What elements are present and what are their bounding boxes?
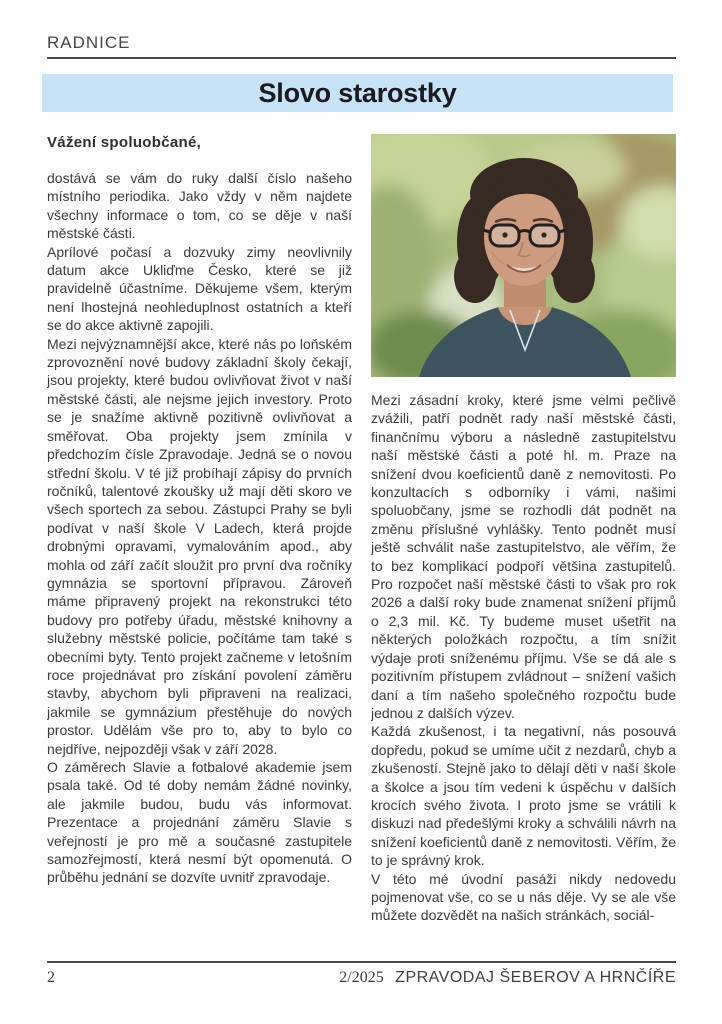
- article-paragraph: dostává se vám do ruky další číslo našeho místního periodika. Jako vždy v něm najdete všechny informace o tom, co se děje v naší městské části.: [47, 170, 352, 242]
- article-body: [47, 134, 676, 958]
- footer-divider: [47, 961, 676, 963]
- article-title: Slovo starostky: [258, 77, 457, 108]
- salutation: Vážení spoluobčané,: [47, 134, 202, 151]
- header-divider: [47, 57, 676, 59]
- article-paragraph: Mezi zásadní kroky, které jsme velmi pečlivě zvážili, patří podnět rady naší městské části, finančnímu výboru a následně zastupitelstvu naší městské části a poté hl. m. Praze na snížení dvou koeficientů daně z nemovitosti. Po konzultacích s odborníky i vámi, našimi spoluobčany, jsme se rozhodli dát podnět na změnu příslušné vyhlášky. Tento podnět musí ještě schválit naše zastupitelstvo, ale věřím, že to bez komplikací podpoří většina zastupitelů. Pro rozpočet naší městské části to však pro rok 2026 a další roky bude znamenat snížení příjmů o 2,3 mil. Kč. Ty budeme muset ušetřit na některých položkách rozpočtu, a tím snížit výdaje proti sníženému příjmu. Vše se dá ale s pozitivním přístupem zvládnout – snížení vašich daní a tím našeho společného rozpočtu bude jednou z dalších výzev.: [371, 392, 676, 721]
- footer: [47, 969, 676, 993]
- page-number: 2: [47, 969, 55, 986]
- newsletter-title: ZPRAVODAJ ŠEBEROV A HRNČÍŘE: [395, 969, 676, 986]
- section-label: RADNICE: [47, 33, 131, 52]
- article-paragraph: O záměrech Slavie a fotbalové akademie jsem psala také. Od té doby nemám žádné novinky, ale jakmile budou, budu vás informovat. Prezentace a projednání záměru Slavie s veřejností je pro mě a současné zastupitele samozřejmostí, která nesmí být opomenutá. O průběhu jednání se dozvíte uvnitř zpravodaje.: [47, 759, 352, 886]
- article-paragraph: Mezi nejvýznamnější akce, které nás po loňském zprovoznění nové budovy základní školy čekají, jsou projekty, které budou ovlivňovat život v naší městské části, ale nejsme jejich investory. Proto se je snažíme aktivně pozitivně ovlivňovat a směřovat. Oba projekty jsem zmínila v předchozím čísle Zpravodaje. Jedná se o novou střední školu. V té již probíhají zápisy do prvních ročníků, talentové zkoušky už mají děti skoro ve všech sportech za sebou. Zástupci Prahy se byli podívat v naší škole V Ladech, která projde drobnými opravami, vymalováním apod., aby mohla od září začít sloužit pro první dva ročníky gymnázia se sportovní přípravou. Zároveň máme připravený projekt na rekonstrukci této budovy pro potřeby úřadu, městské knihovny a služebny městské policie, počítáme tam také s obecními byty. Tento projekt začneme v letošním roce projednávat pro získání povolení záměru stavby, abychom byli připraveni na realizaci, jakmile se gymnázium přestěhuje do nových prostor. Udělám vše pro to, aby to bylo co nejdříve, nejpozději však v září 2028.: [47, 335, 352, 757]
- article-paragraph: Aprílové počasí a dozvuky zimy neovlivnily datum akce Ukliďme Česko, které se již pravidelně účastníme. Děkujeme všem, kterým není lhostejná neohleduplnost ostatních a kteří se do akce aktivně zapojili.: [47, 243, 352, 334]
- mayor-portrait-photo: [371, 134, 676, 377]
- left-column: [47, 134, 352, 958]
- article-paragraph: Každá zkušenost, i ta negativní, nás posouvá dopředu, pokud se umíme učit z nezdarů, chyb a zkušeností. Stejně jako to dělají děti v naší škole a školce a jsou tím vedeni k úspěchu v dalších krocích svého života. I proto jsme se vrátili k diskuzi nad předešlými kroky a schválili návrh na snížení koeficientů daně z nemovitosti. Věřím, že to je správný krok.: [371, 723, 676, 869]
- article-paragraph: V této mé úvodní pasáži nikdy nedovedu pojmenovat vše, co se u nás děje. Vy se ale vše můžete dozvědět na našich stránkách, sociál-: [371, 870, 676, 924]
- right-column: [371, 134, 676, 958]
- article-title-banner: [42, 74, 673, 112]
- issue-number: 2/2025: [339, 969, 384, 986]
